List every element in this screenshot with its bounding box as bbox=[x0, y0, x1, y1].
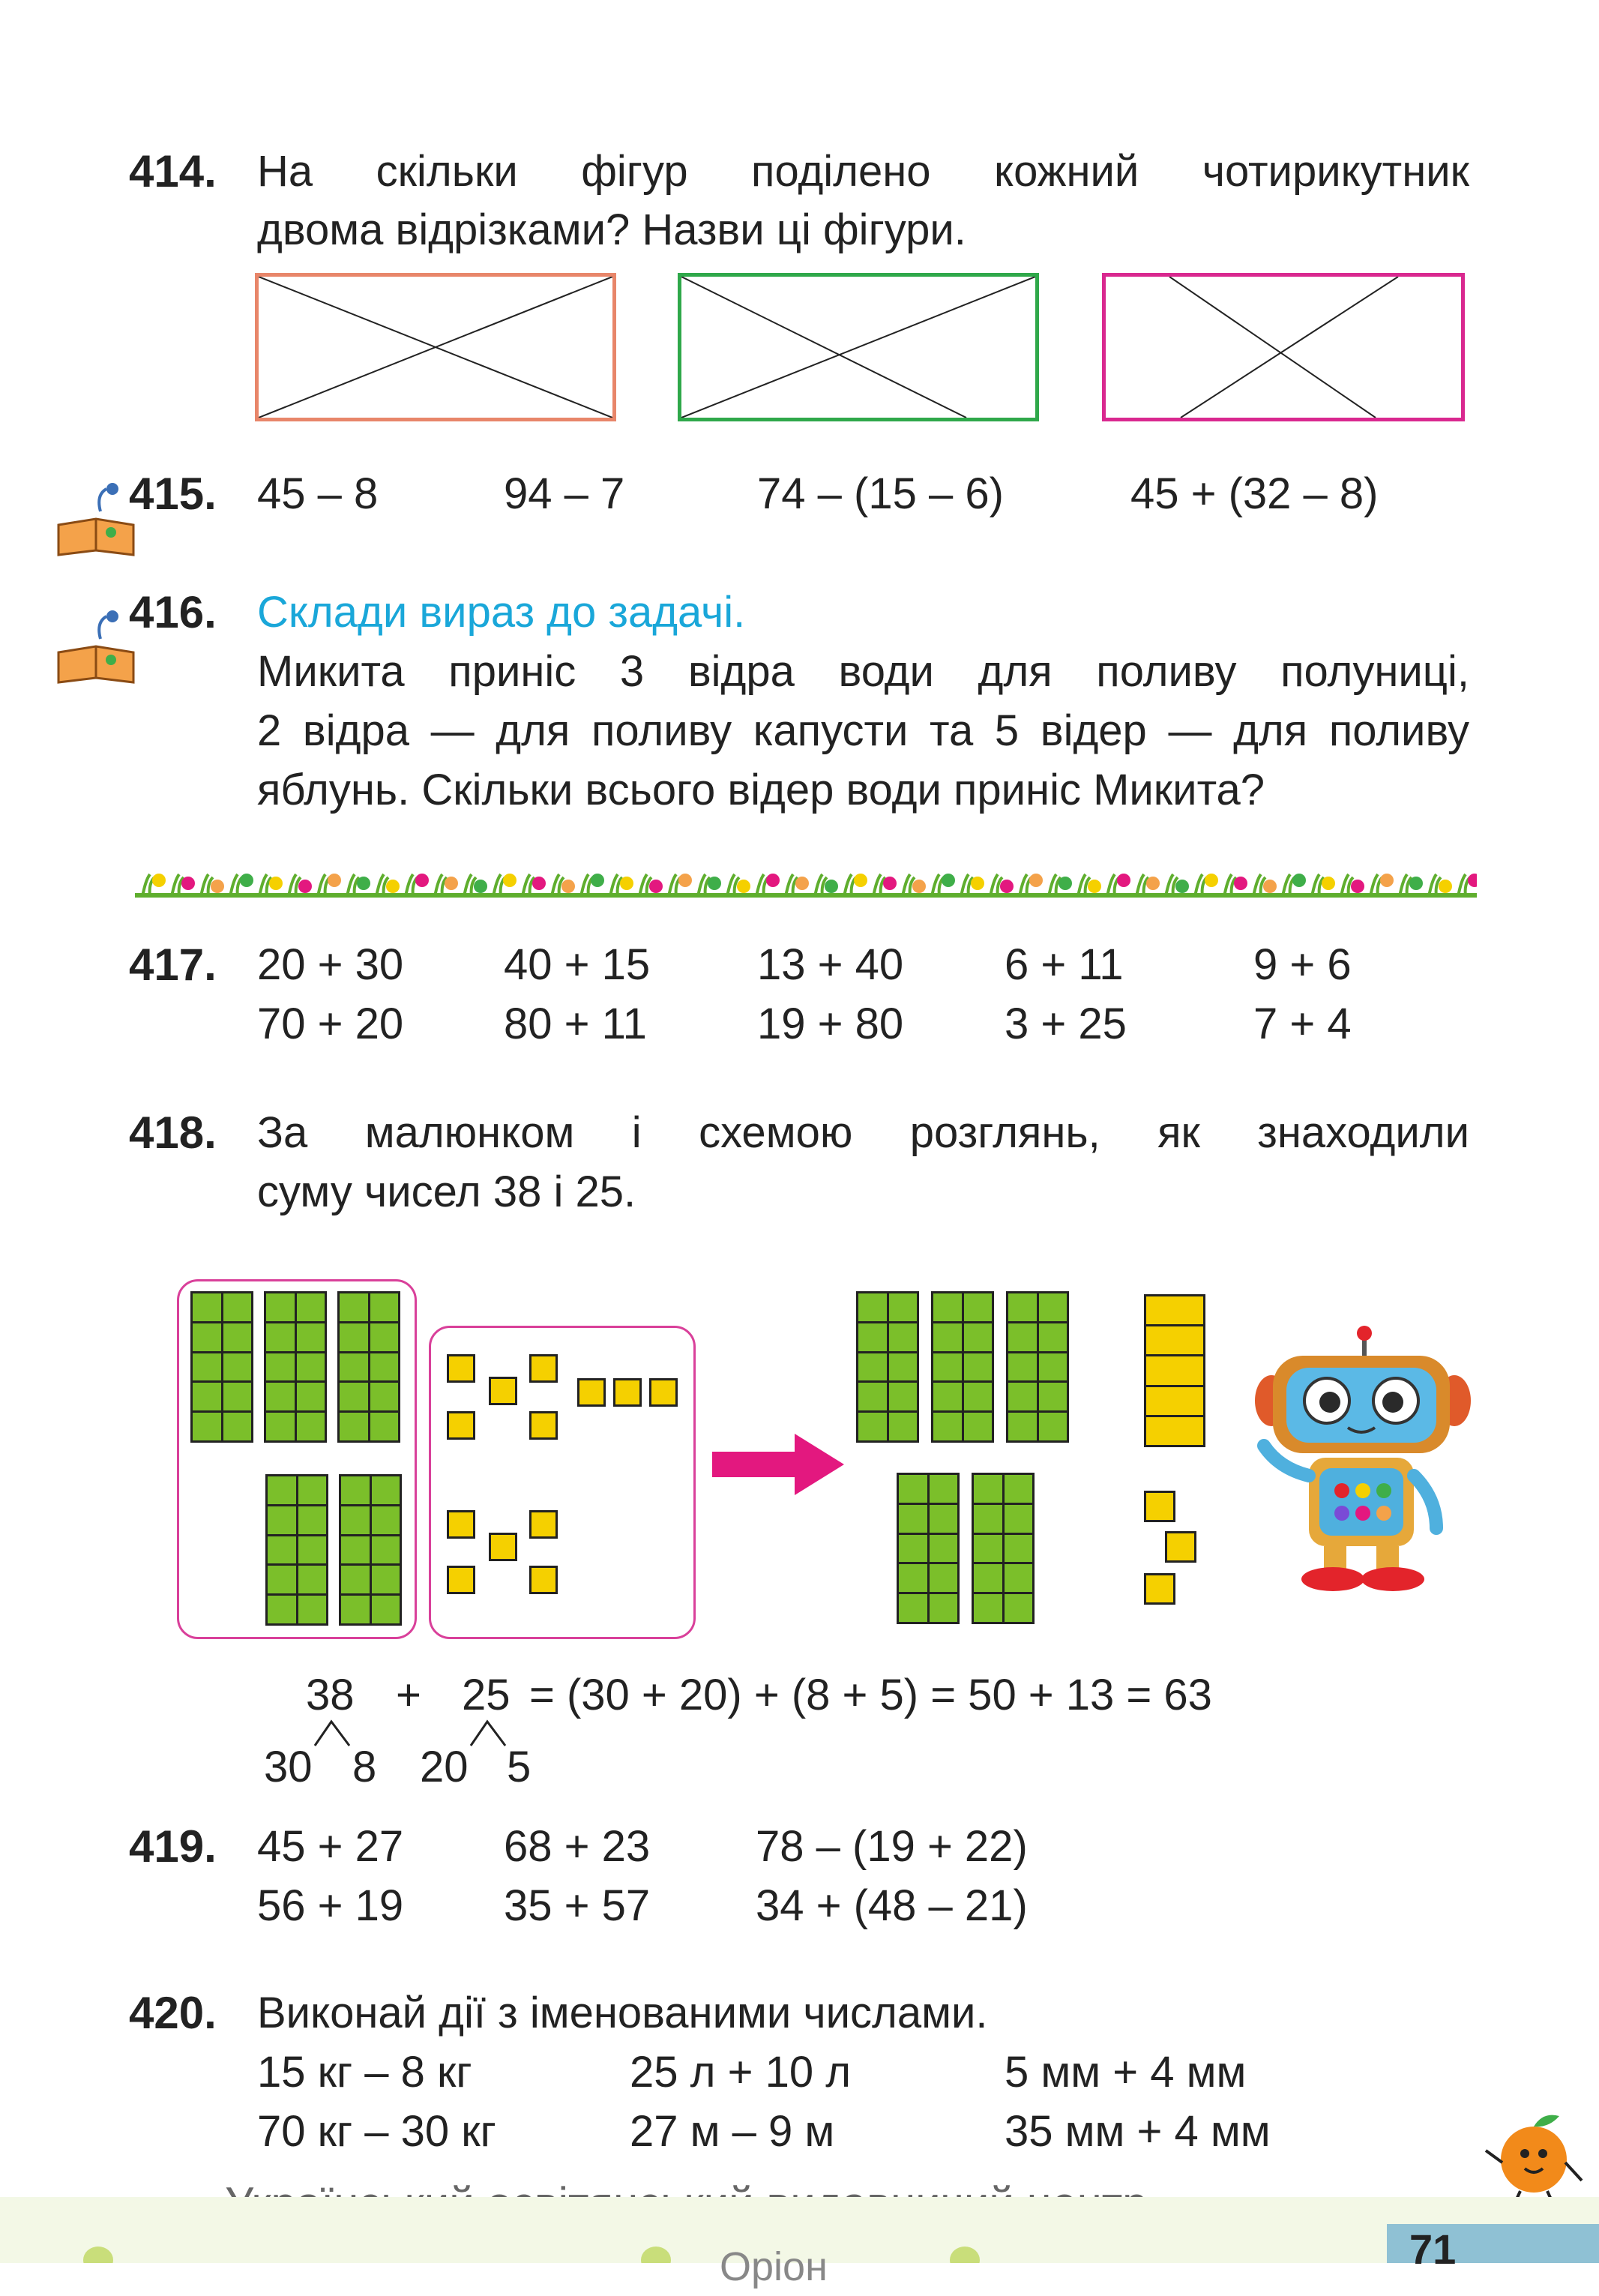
task-414-line2: двома відрізками? Назви ці фігури. bbox=[257, 205, 966, 254]
flower-icon bbox=[854, 874, 867, 887]
eq-part-5: 5 bbox=[507, 1743, 532, 1791]
footer-brand: Оріон bbox=[720, 2244, 828, 2289]
flower-icon bbox=[1380, 874, 1394, 887]
eq-addend-38: 38 bbox=[306, 1671, 355, 1719]
flower-icon bbox=[386, 880, 400, 893]
task-419-r1c2: 68 + 23 bbox=[504, 1822, 651, 1871]
unit-cube bbox=[529, 1566, 558, 1594]
flower-icon bbox=[415, 874, 429, 887]
task-414-line1: На скільки фігур поділено кожний чотирикутник bbox=[257, 147, 1469, 196]
flower-icon bbox=[1059, 877, 1072, 890]
unit-cube bbox=[489, 1533, 517, 1561]
unit-cube bbox=[529, 1354, 558, 1383]
task-418-line1: За малюнком і схемою розглянь, як знаходили bbox=[257, 1108, 1469, 1157]
task-417-r2c2: 80 + 11 bbox=[504, 1000, 647, 1048]
leaf-icon bbox=[948, 2244, 982, 2263]
task-419-r1c3: 78 – (19 + 22) bbox=[756, 1822, 1028, 1871]
task-417-r1c2: 40 + 15 bbox=[504, 940, 651, 989]
flower-icon bbox=[1292, 874, 1306, 887]
unit-cube bbox=[649, 1378, 678, 1407]
flower-icon bbox=[1439, 880, 1452, 893]
task-420-r1c2: 25 л + 10 л bbox=[630, 2048, 852, 2097]
flower-icon bbox=[1117, 874, 1130, 887]
flower-icon bbox=[737, 880, 750, 893]
flower-icon bbox=[152, 874, 166, 887]
flower-icon bbox=[1175, 880, 1189, 893]
unit-cube bbox=[577, 1378, 606, 1407]
task-415-expr-1: 45 – 8 bbox=[257, 469, 379, 518]
leaf-icon bbox=[639, 2244, 673, 2263]
flower-icon bbox=[445, 877, 458, 890]
flower-icon bbox=[532, 877, 546, 890]
flower-icon bbox=[883, 877, 897, 890]
quadrilateral-2 bbox=[678, 273, 1039, 421]
grass-flowers-divider bbox=[135, 862, 1477, 904]
book-icon bbox=[51, 472, 141, 562]
segments-1 bbox=[259, 277, 612, 418]
ten-rod bbox=[337, 1291, 400, 1443]
task-419-r2c3: 34 + (48 – 21) bbox=[756, 1881, 1028, 1930]
flower-icon bbox=[795, 877, 809, 890]
flower-icon bbox=[474, 880, 487, 893]
flower-icon bbox=[620, 877, 633, 890]
flower-icon bbox=[942, 874, 955, 887]
eq-plus: + bbox=[396, 1671, 421, 1719]
flower-icon bbox=[328, 874, 341, 887]
book-icon bbox=[51, 600, 141, 690]
task-418-number: 418. bbox=[129, 1108, 217, 1158]
flower-icon bbox=[181, 877, 195, 890]
ten-rod bbox=[897, 1473, 960, 1624]
flower-icon bbox=[1234, 877, 1247, 890]
flower-icon bbox=[1029, 874, 1043, 887]
ten-rod bbox=[264, 1291, 327, 1443]
task-415-expr-3: 74 – (15 – 6) bbox=[757, 469, 1004, 518]
flower-icon bbox=[912, 880, 926, 893]
robot-illustration bbox=[1250, 1326, 1472, 1596]
eq-part-8: 8 bbox=[352, 1743, 377, 1791]
page-number: 71 bbox=[1409, 2226, 1457, 2273]
flower-icon bbox=[1088, 880, 1101, 893]
ten-rod bbox=[339, 1474, 402, 1626]
flower-icon bbox=[1468, 874, 1477, 887]
eq-part-30: 30 bbox=[264, 1743, 313, 1791]
unit-cube bbox=[1144, 1491, 1175, 1522]
task-416-line3: яблунь. Скільки всього відер води приніс Микита? bbox=[257, 766, 1265, 814]
flower-icon bbox=[269, 877, 283, 890]
flower-icon bbox=[1322, 877, 1335, 890]
flower-icon bbox=[1351, 880, 1364, 893]
task-417-number: 417. bbox=[129, 940, 217, 990]
flower-icon bbox=[708, 877, 721, 890]
task-417-r1c3: 13 + 40 bbox=[757, 940, 904, 989]
flower-icon bbox=[298, 880, 312, 893]
task-417-r2c1: 70 + 20 bbox=[257, 1000, 404, 1048]
task-415-number: 415. bbox=[129, 469, 217, 519]
task-419-r2c1: 56 + 19 bbox=[257, 1881, 404, 1930]
unit-cube bbox=[489, 1377, 517, 1405]
task-414-number: 414. bbox=[129, 146, 217, 196]
flower-icon bbox=[503, 874, 517, 887]
flower-icon bbox=[649, 880, 663, 893]
ten-rod bbox=[856, 1291, 919, 1443]
task-420-r2c1: 70 кг – 30 кг bbox=[257, 2107, 496, 2156]
task-417-r2c3: 19 + 80 bbox=[757, 1000, 904, 1048]
flower-icon bbox=[211, 880, 224, 893]
task-417-r2c4: 3 + 25 bbox=[1005, 1000, 1127, 1048]
task-420-number: 420. bbox=[129, 1988, 217, 2038]
ten-rod bbox=[1006, 1291, 1069, 1443]
task-415-expr-4: 45 + (32 – 8) bbox=[1130, 469, 1379, 518]
task-416-number: 416. bbox=[129, 587, 217, 637]
task-420-r1c1: 15 кг – 8 кг bbox=[257, 2048, 472, 2097]
task-420-r2c2: 27 м – 9 м bbox=[630, 2107, 835, 2156]
flower-icon bbox=[357, 877, 370, 890]
task-417-r1c5: 9 + 6 bbox=[1253, 940, 1352, 989]
unit-cube bbox=[613, 1378, 642, 1407]
unit-cube bbox=[447, 1411, 475, 1440]
task-419-r1c1: 45 + 27 bbox=[257, 1822, 404, 1871]
flower-icon bbox=[1000, 880, 1014, 893]
eq-addend-25: 25 bbox=[462, 1671, 511, 1719]
task-417-r1c4: 6 + 11 bbox=[1005, 940, 1124, 989]
task-415-expr-2: 94 – 7 bbox=[504, 469, 625, 518]
quadrilateral-3 bbox=[1102, 273, 1465, 421]
task-416-line2: 2 відра — для поливу капусти та 5 відер — для поливу bbox=[257, 706, 1469, 755]
task-419-r2c2: 35 + 57 bbox=[504, 1881, 651, 1930]
task-420-instruction: Виконай дії з іменованими числами. bbox=[257, 1989, 988, 2037]
arrow-right-icon bbox=[712, 1434, 844, 1495]
task-417-r2c5: 7 + 4 bbox=[1253, 1000, 1352, 1048]
unit-cube bbox=[529, 1510, 558, 1539]
flower-icon bbox=[240, 874, 253, 887]
flower-icon bbox=[766, 874, 780, 887]
flower-icon bbox=[1146, 877, 1160, 890]
ten-rod bbox=[931, 1291, 994, 1443]
flower-icon bbox=[1409, 877, 1423, 890]
eq-rest: = (30 + 20) + (8 + 5) = 50 + 13 = 63 bbox=[529, 1671, 1212, 1719]
unit-cube bbox=[447, 1510, 475, 1539]
segments-3 bbox=[1106, 277, 1461, 418]
task-416-line1: Микита приніс 3 відра води для поливу полуниці, bbox=[257, 647, 1469, 696]
flower-icon bbox=[1263, 880, 1277, 893]
ten-rod bbox=[265, 1474, 328, 1626]
unit-cube bbox=[529, 1411, 558, 1440]
task-419-number: 419. bbox=[129, 1821, 217, 1872]
task-417-r1c1: 20 + 30 bbox=[257, 940, 404, 989]
unit-cube bbox=[447, 1354, 475, 1383]
task-418-line2: суму чисел 38 і 25. bbox=[257, 1167, 636, 1216]
flower-icon bbox=[591, 874, 604, 887]
ten-yellow-rod bbox=[1144, 1294, 1205, 1447]
ten-rod bbox=[190, 1291, 253, 1443]
leaf-icon bbox=[81, 2244, 115, 2263]
eq-part-20: 20 bbox=[420, 1743, 469, 1791]
flower-icon bbox=[971, 877, 984, 890]
task-420-r2c3: 35 мм + 4 мм bbox=[1005, 2107, 1271, 2156]
flower-icon bbox=[825, 880, 838, 893]
flower-icon bbox=[561, 880, 575, 893]
flower-icon bbox=[1205, 874, 1218, 887]
unit-cube bbox=[447, 1566, 475, 1594]
task-416-instruction: Склади вираз до задачі. bbox=[257, 588, 746, 637]
unit-cube bbox=[1144, 1573, 1175, 1605]
quadrilateral-1 bbox=[255, 273, 616, 421]
segments-2 bbox=[681, 277, 1035, 418]
ten-rod bbox=[972, 1473, 1035, 1624]
unit-cube bbox=[1165, 1531, 1196, 1563]
flower-icon bbox=[678, 874, 692, 887]
task-420-r1c3: 5 мм + 4 мм bbox=[1005, 2048, 1247, 2097]
